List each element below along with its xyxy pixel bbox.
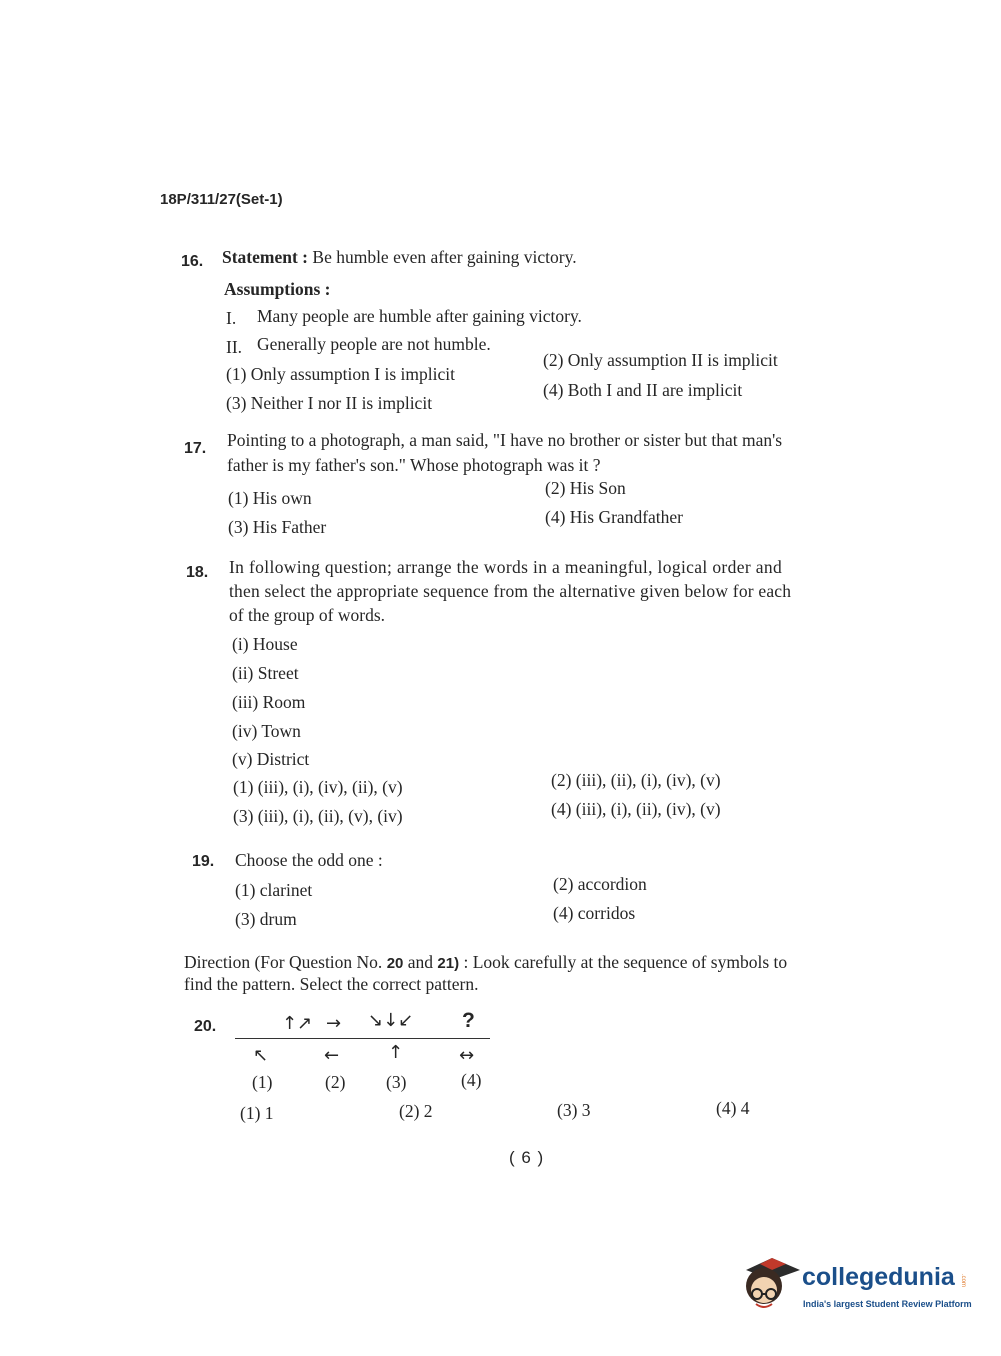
figure-4-label: (4) [461, 1070, 482, 1090]
q17-line-1: Pointing to a photograph, a man said, "I have no brother or sister but that man's [227, 430, 783, 450]
figure-1-arrow: ↖ [253, 1045, 269, 1066]
figure-2-label: (2) [325, 1072, 346, 1092]
q18-option-3: (3) (iii), (i), (ii), (v), (iv) [233, 806, 403, 826]
page-number: ( 6 ) [509, 1148, 545, 1167]
q19-number: 19. [192, 853, 215, 870]
assumption-1: Many people are humble after gaining victory. [257, 306, 582, 326]
q16-option-3: (3) Neither I nor II is implicit [226, 393, 433, 413]
q19-option-1: (1) clarinet [235, 880, 313, 900]
statement-label: Statement : [222, 247, 309, 267]
q17-option-2: (2) His Son [545, 478, 626, 498]
mascot-logo-icon [742, 1250, 804, 1312]
direction-label: Direction [184, 952, 251, 972]
q16-statement [222, 245, 577, 269]
q19-question: Choose the odd one : [235, 850, 383, 870]
q19-option-4: (4) corridos [553, 903, 636, 923]
q16-option-1: (1) Only assumption I is implicit [226, 364, 455, 384]
statement-text: Be humble even after gaining victory. [312, 247, 577, 267]
assumption-1-num: I. [226, 308, 237, 328]
brand-name: collegedunia [802, 1263, 955, 1291]
sequence-arrows-2: → [326, 1013, 342, 1034]
q17-line-2: father is my father's son." Whose photograph was it ? [227, 455, 601, 475]
brand-tagline: India's largest Student Review Platform [803, 1299, 972, 1309]
figure-4-arrow: ↔ [459, 1045, 475, 1066]
q20-option-2: (2) 2 [399, 1101, 433, 1121]
assumption-2: Generally people are not humble. [257, 334, 491, 354]
figure-3-label: (3) [386, 1072, 407, 1092]
q17-number: 17. [184, 440, 207, 457]
word-iii: (iii) Room [232, 692, 306, 712]
word-v: (v) District [232, 749, 310, 769]
q17-option-3: (3) His Father [228, 517, 327, 537]
sequence-divider [235, 1038, 490, 1039]
figure-1-label: (1) [252, 1072, 273, 1092]
q18-option-2: (2) (iii), (ii), (i), (iv), (v) [551, 770, 721, 790]
q18-line-3: of the group of words. [229, 605, 386, 625]
brand-domain: .com [960, 1274, 966, 1288]
q16-number: 16. [181, 253, 204, 270]
sequence-arrows-1: ↑↗ [282, 1013, 313, 1034]
sequence-question-mark: ? [462, 1009, 475, 1032]
word-i: (i) House [232, 634, 298, 654]
q17-option-4: (4) His Grandfather [545, 507, 684, 527]
q18-line-2: then select the appropriate sequence from the alternative given below for each [229, 581, 792, 601]
assumption-2-num: II. [226, 337, 243, 357]
q20-option-1: (1) 1 [240, 1103, 274, 1123]
direction-line-2: find the pattern. Select the correct pattern. [184, 974, 479, 994]
q20-option-4: (4) 4 [716, 1098, 750, 1118]
q20-number: 20. [194, 1018, 217, 1035]
assumptions-label: Assumptions : [224, 279, 331, 299]
sequence-arrows-3: ↘↓↙ [368, 1010, 414, 1031]
q18-line-1: In following question; arrange the words in a meaningful, logical order and [229, 557, 783, 577]
word-iv: (iv) Town [232, 721, 301, 741]
q19-option-2: (2) accordion [553, 874, 647, 894]
paper-code: 18P/311/27(Set-1) [160, 191, 283, 208]
q18-option-4: (4) (iii), (i), (ii), (iv), (v) [551, 799, 721, 819]
figure-3-arrow: ↑ [388, 1042, 404, 1063]
q18-option-1: (1) (iii), (i), (iv), (ii), (v) [233, 777, 403, 797]
q19-option-3: (3) drum [235, 909, 297, 929]
q18-number: 18. [186, 564, 209, 581]
q16-option-4: (4) Both I and II are implicit [543, 380, 743, 400]
figure-2-arrow: ← [324, 1045, 340, 1066]
q20-option-3: (3) 3 [557, 1100, 591, 1120]
q16-option-2: (2) Only assumption II is implicit [543, 350, 778, 370]
q17-option-1: (1) His own [228, 488, 312, 508]
word-ii: (ii) Street [232, 663, 299, 683]
direction-line-1: Direction (For Question No. 20 and 21) : Look carefully at the sequence of symbols to [184, 952, 788, 972]
